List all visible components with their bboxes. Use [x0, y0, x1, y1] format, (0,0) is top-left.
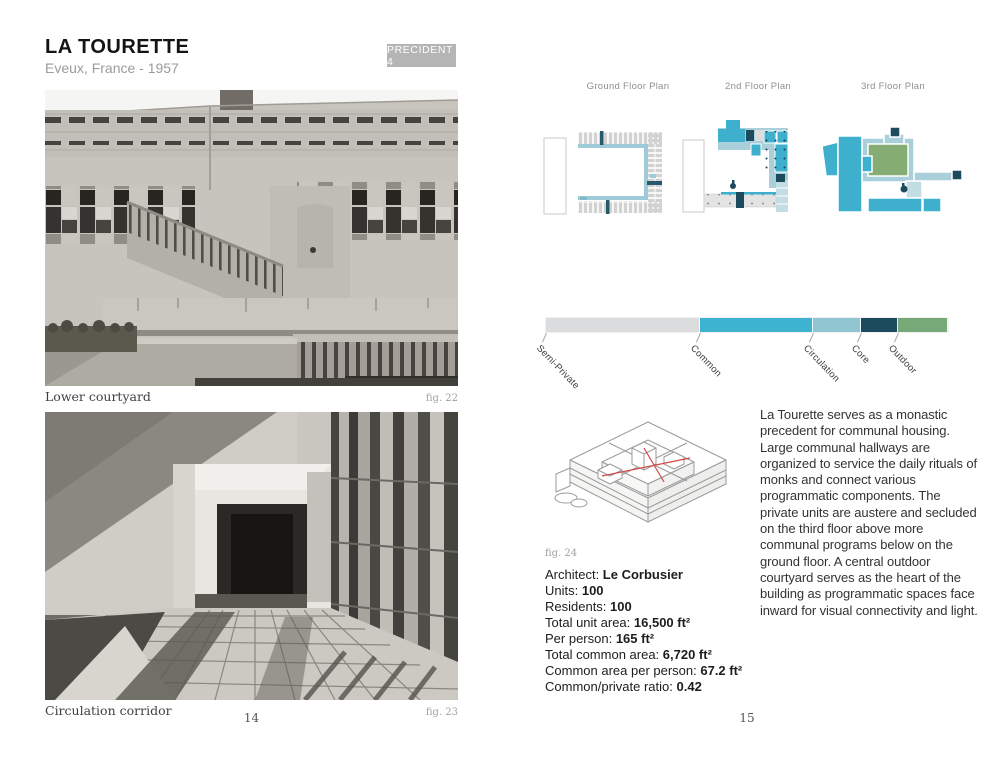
plan-second-floor: [681, 118, 821, 226]
bar-label-semi-private: Semi-Private: [534, 343, 582, 392]
photo-caption: Circulation corridor: [45, 703, 172, 718]
photo-circulation-corridor: [45, 412, 458, 700]
fig-22-label: fig. 22: [425, 393, 458, 404]
page-number-left: 14: [243, 711, 260, 725]
bar-tick: [894, 333, 899, 343]
stat-per-person: Per person: 165 ft²: [545, 631, 655, 646]
plan-ground-floor-drawing: [543, 118, 683, 226]
plan-title-third: 3rd Floor Plan: [861, 81, 925, 92]
stats-list: [545, 567, 775, 695]
bar-segment-outdoor: [898, 318, 948, 332]
page-title: LA TOURETTE: [45, 36, 190, 58]
plan-title-ground: Ground Floor Plan: [586, 81, 670, 92]
program-distribution-bar: [546, 318, 948, 332]
photo-caption: Lower courtyard: [45, 389, 151, 404]
stat-units: Units: 100: [545, 583, 604, 598]
page-subtitle: Eveux, France - 1957: [45, 60, 179, 76]
bar-tick: [695, 333, 700, 343]
program-bar-labels: [534, 332, 948, 407]
precedent-badge: PRECIDENT 4: [387, 44, 456, 67]
photo-lower-courtyard: [45, 90, 458, 386]
stat-common-private-ratio: Common/private ratio: 0.42: [545, 679, 702, 694]
photo-lower-courtyard-image: [45, 90, 458, 386]
axonometric-diagram: [552, 412, 744, 544]
bar-tick: [809, 333, 814, 343]
bar-segment-core: [861, 318, 898, 332]
stat-total-common-area: Total common area: 6,720 ft²: [545, 647, 712, 662]
stat-architect: Architect: Le Corbusier: [545, 567, 683, 582]
description-paragraph: La Tourette serves as a monastic precedent for communal housing. Large communal hallways are organized to service the daily rituals of monks and connect various programmatic components. The private units are austere and secluded on the third floor above more communal programs below on the ground floor. A central outdoor courtyard serves as the heart of the building as programmatic spaces face inward for visual connectivity and light.: [760, 407, 978, 618]
bar-segment-common: [700, 318, 813, 332]
stat-residents: Residents: 100: [545, 599, 632, 614]
plan-title-second: 2nd Floor Plan: [725, 81, 791, 92]
bar-label-common: Common: [687, 343, 724, 380]
stat-total-unit-area: Total unit area: 16,500 ft²: [545, 615, 691, 630]
caption-row-lower-courtyard: [45, 389, 458, 404]
plan-ground-floor: [543, 118, 683, 226]
plan-second-floor-drawing: [681, 118, 821, 226]
stat-common-area-per-person: Common area per person: 67.2 ft²: [545, 663, 743, 678]
plan-third-floor-drawing: [818, 118, 966, 226]
fig-23-label: fig. 23: [425, 707, 458, 718]
bar-tick: [542, 333, 547, 343]
axonometric-drawing: [552, 412, 744, 544]
bar-tick: [857, 333, 862, 343]
bar-segment-semi-private: [546, 318, 700, 332]
bar-label-core: Core: [849, 343, 873, 367]
plan-third-floor: [818, 118, 966, 226]
photo-circulation-corridor-image: [45, 412, 458, 700]
page-number-right: 15: [739, 711, 755, 725]
fig-24-label: fig. 24: [545, 548, 578, 559]
bar-label-circulation: Circulation: [801, 343, 842, 385]
bar-segment-circulation: [813, 318, 861, 332]
bar-label-outdoor: Outdoor: [886, 343, 919, 377]
